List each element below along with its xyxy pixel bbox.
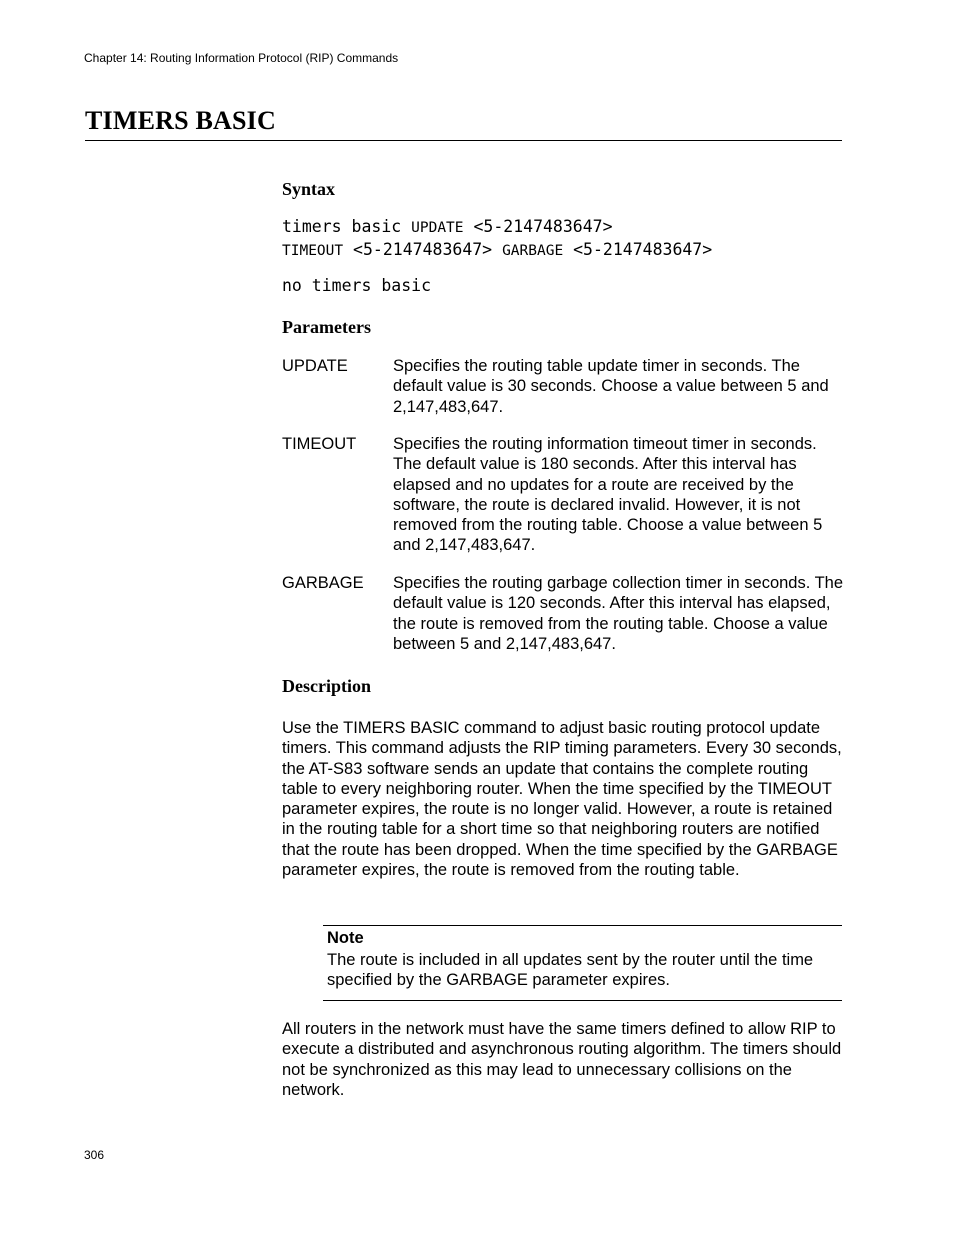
syntax-no-form: no timers basic — [282, 276, 432, 295]
page-title: TIMERS BASIC — [85, 106, 276, 135]
description-paragraph: Use the TIMERS BASIC command to adjust basic routing protocol update timers. This command adjusts the RIP timing parameters. Every 30 seconds, the AT-S83 software sends an update that contains the complete routing table to every neighboring router. When the time specified by the TIMEOUT parameter expires, the route is no longer valid. However, a route is retained in the routing table for a short time so that neighboring routers are notified that the route has been dropped. When the time specified by the GARBAGE parameter expires, the route is removed from the routing table. — [282, 719, 842, 880]
parameter-description: Specifies the routing table update timer in seconds. The default value is 30 seconds. Choose a value between 5 and 2,147,483,647. — [393, 357, 829, 416]
parameter-name: GARBAGE — [282, 574, 364, 592]
syntax-keyword-timeout: TIMEOUT — [282, 243, 344, 259]
note-text: The route is included in all updates sent by the router until the time specified by the GARBAGE parameter expires. — [327, 951, 814, 990]
syntax-block — [282, 216, 842, 262]
page-number: 306 — [84, 1148, 105, 1162]
note-box — [323, 925, 842, 1001]
syntax-keyword-garbage: GARBAGE — [502, 243, 564, 259]
parameters-heading: Parameters — [282, 317, 371, 337]
syntax-command: timers basic — [282, 217, 412, 236]
syntax-keyword-update: UPDATE — [411, 220, 464, 236]
parameter-name: UPDATE — [282, 357, 348, 375]
syntax-argument: <5-2147483647> — [343, 240, 503, 259]
running-header: Chapter 14: Routing Information Protocol (RIP) Commands — [84, 51, 399, 65]
description-heading: Description — [282, 676, 371, 696]
parameter-description: Specifies the routing garbage collection timer in seconds. The default value is 120 seconds. After this interval has elapsed, the route is removed from the routing table. Choose a value between 5 and 2,147,483,647. — [393, 574, 844, 653]
syntax-argument: <5-2147483647> — [563, 240, 713, 259]
note-label: Note — [327, 929, 364, 947]
syntax-argument: <5-2147483647> — [463, 217, 613, 236]
syntax-heading: Syntax — [282, 179, 336, 199]
title-rule — [85, 140, 842, 141]
description-paragraph: All routers in the network must have the same timers defined to allow RIP to execute a distributed and asynchronous routing algorithm. The timers should not be synchronized as this may lead to unnecessary collisions on the network. — [282, 1020, 842, 1099]
parameter-name: TIMEOUT — [282, 435, 357, 453]
parameter-description: Specifies the routing information timeout timer in seconds. The default value is 180 seconds. After this interval has elapsed and no updates for a route are received by the software, the route is declared invalid. However, it is not removed from the routing table. Choose a value between 5 and 2,147,483,647. — [393, 435, 823, 555]
